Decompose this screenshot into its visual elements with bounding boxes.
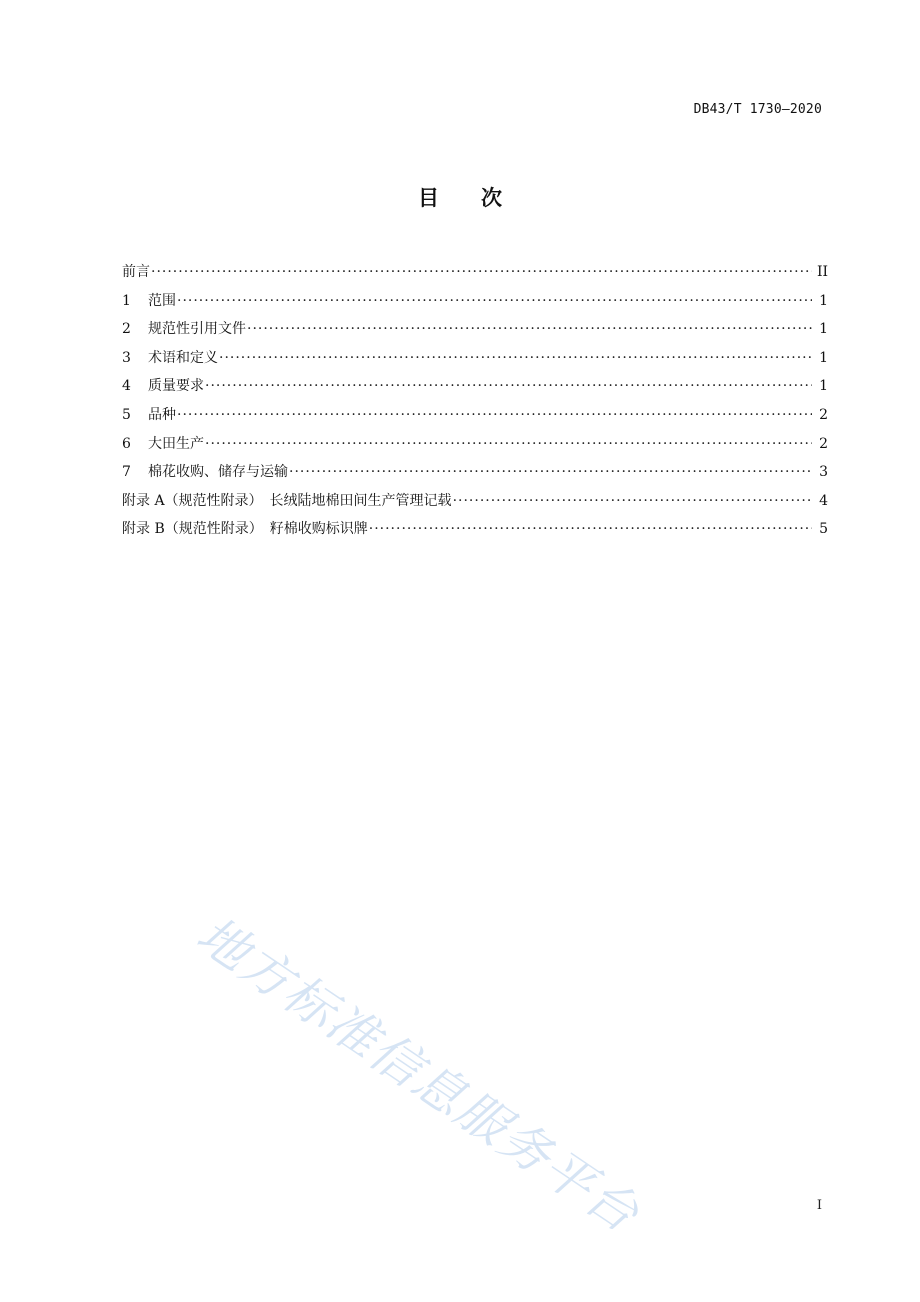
toc-entry-label: 术语和定义	[148, 349, 218, 366]
toc-entry-label: 质量要求	[148, 378, 204, 395]
toc-entry-scope[interactable]	[122, 291, 828, 320]
toc-entry-page: 1	[819, 349, 828, 366]
toc-entry-label: 附录 A（规范性附录） 长绒陆地棉田间生产管理记载	[122, 492, 452, 509]
toc-entry-label: 品种	[148, 406, 176, 423]
toc-entry-number: 1	[122, 292, 131, 309]
toc-leader-dots	[219, 348, 812, 368]
toc-entry-number: 7	[122, 464, 131, 481]
toc-entry-terms-definitions[interactable]	[122, 348, 828, 377]
toc-entry-number: 4	[122, 378, 131, 395]
toc-entry-page: 1	[819, 321, 828, 338]
toc-leader-dots	[177, 291, 812, 311]
toc-entry-quality-requirements[interactable]	[122, 376, 828, 405]
toc-leader-dots	[205, 376, 812, 396]
toc-entry-label: 范围	[148, 292, 176, 309]
toc-entry-page: 1	[819, 378, 828, 395]
toc-entry-number: 3	[122, 349, 131, 366]
toc-entry-number: 6	[122, 435, 131, 452]
toc-entry-label: 大田生产	[148, 435, 204, 452]
page-number: I	[816, 1198, 822, 1213]
toc-entry-label: 棉花收购、储存与运输	[148, 464, 288, 481]
toc-entry-page: 2	[819, 406, 828, 423]
toc-entry-page: 5	[819, 521, 828, 538]
toc-leader-dots	[151, 262, 812, 282]
toc-entry-page: 1	[819, 292, 828, 309]
toc-leader-dots	[369, 519, 812, 539]
watermark-text: 地方标准信息服务平台	[186, 905, 651, 1245]
toc-entry-appendix-b[interactable]	[122, 519, 828, 548]
toc-entry-page: 2	[819, 435, 828, 452]
toc-leader-dots	[177, 405, 812, 425]
toc-leader-dots	[289, 462, 812, 482]
toc-entry-field-production[interactable]	[122, 434, 828, 463]
toc-leader-dots	[247, 319, 812, 339]
toc-title: 目 次	[418, 186, 502, 210]
document-code: DB43/T 1730—2020	[693, 102, 822, 117]
toc-entry-label: 附录 B（规范性附录） 籽棉收购标识牌	[122, 521, 368, 538]
toc-entry-variety[interactable]	[122, 405, 828, 434]
toc-entry-page: 4	[819, 492, 828, 509]
toc-entry-number: 2	[122, 321, 131, 338]
toc-entry-purchase-storage-transport[interactable]	[122, 462, 828, 491]
toc-entry-label: 前言	[122, 264, 150, 280]
table-of-contents	[122, 262, 828, 548]
toc-entry-page: II	[816, 264, 828, 280]
toc-entry-normative-references[interactable]	[122, 319, 828, 348]
toc-leader-dots	[453, 491, 812, 511]
toc-entry-appendix-a[interactable]	[122, 491, 828, 520]
toc-entry-number: 5	[122, 406, 131, 423]
toc-leader-dots	[205, 434, 812, 454]
toc-entry-foreword[interactable]	[122, 262, 828, 291]
toc-entry-page: 3	[819, 464, 828, 481]
toc-entry-label: 规范性引用文件	[148, 321, 246, 338]
